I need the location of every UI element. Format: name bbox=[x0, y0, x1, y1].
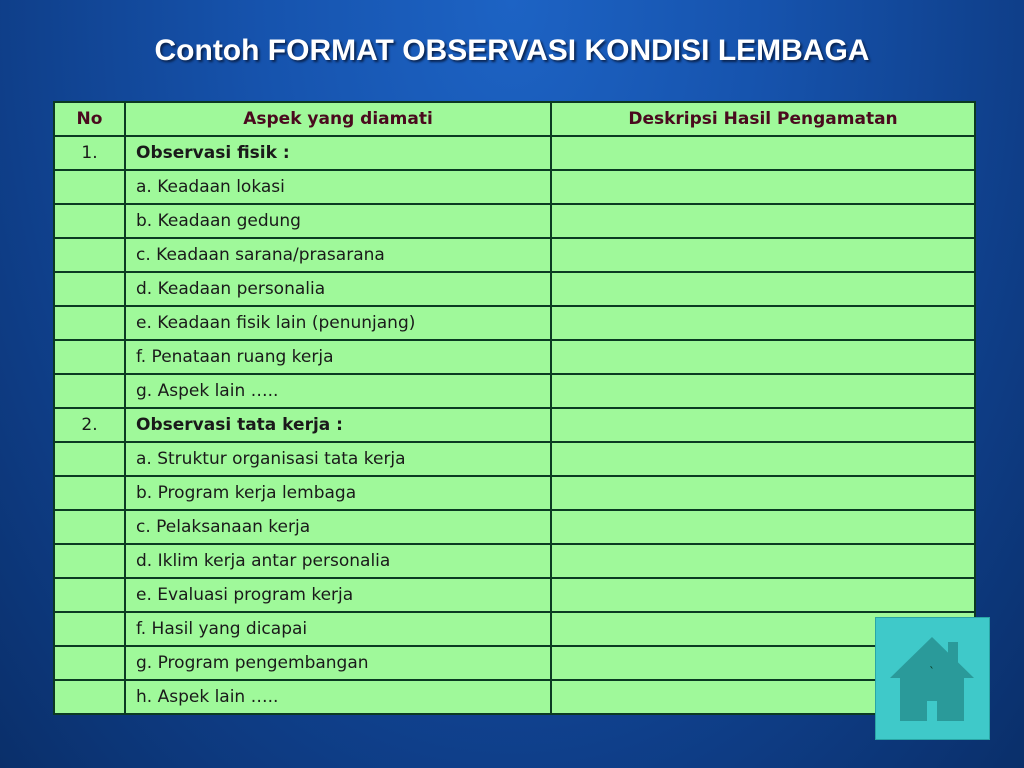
description-cell bbox=[551, 136, 975, 170]
description-cell bbox=[551, 408, 975, 442]
row-number bbox=[54, 612, 125, 646]
row-number bbox=[54, 646, 125, 680]
description-cell bbox=[551, 238, 975, 272]
aspect-item: e. Evaluasi program kerja bbox=[125, 578, 551, 612]
row-number bbox=[54, 578, 125, 612]
section-heading: Observasi tata kerja : bbox=[125, 408, 551, 442]
row-number bbox=[54, 170, 125, 204]
table-row bbox=[54, 340, 975, 374]
aspect-item: a. Struktur organisasi tata kerja bbox=[125, 442, 551, 476]
row-number bbox=[54, 374, 125, 408]
row-number bbox=[54, 272, 125, 306]
row-number bbox=[54, 680, 125, 714]
description-cell bbox=[551, 578, 975, 612]
description-cell bbox=[551, 204, 975, 238]
table-row bbox=[54, 204, 975, 238]
aspect-item: f. Hasil yang dicapai bbox=[125, 612, 551, 646]
aspect-item: e. Keadaan fisik lain (penunjang) bbox=[125, 306, 551, 340]
description-cell bbox=[551, 170, 975, 204]
description-cell bbox=[551, 544, 975, 578]
row-number bbox=[54, 544, 125, 578]
table-row bbox=[54, 272, 975, 306]
table-row bbox=[54, 612, 975, 646]
description-cell bbox=[551, 340, 975, 374]
home-icon-mark: ` bbox=[929, 665, 935, 679]
table-row bbox=[54, 442, 975, 476]
table-row bbox=[54, 238, 975, 272]
row-number bbox=[54, 510, 125, 544]
row-number bbox=[54, 476, 125, 510]
section-heading: Observasi fisik : bbox=[125, 136, 551, 170]
aspect-item: b. Program kerja lembaga bbox=[125, 476, 551, 510]
home-button[interactable] bbox=[875, 617, 990, 740]
row-number bbox=[54, 340, 125, 374]
aspect-item: c. Keadaan sarana/prasarana bbox=[125, 238, 551, 272]
description-cell bbox=[551, 374, 975, 408]
aspect-item: b. Keadaan gedung bbox=[125, 204, 551, 238]
table-row bbox=[54, 306, 975, 340]
row-number bbox=[54, 238, 125, 272]
description-cell bbox=[551, 306, 975, 340]
column-header-no: No bbox=[54, 102, 125, 136]
aspect-item: g. Program pengembangan bbox=[125, 646, 551, 680]
aspect-item: d. Keadaan personalia bbox=[125, 272, 551, 306]
row-number bbox=[54, 204, 125, 238]
table-row bbox=[54, 408, 975, 442]
table-row bbox=[54, 374, 975, 408]
table-body bbox=[54, 136, 975, 714]
column-header-deskripsi: Deskripsi Hasil Pengamatan bbox=[551, 102, 975, 136]
home-icon bbox=[876, 618, 989, 739]
observation-table bbox=[53, 101, 976, 715]
row-number bbox=[54, 306, 125, 340]
aspect-item: h. Aspek lain ….. bbox=[125, 680, 551, 714]
table-row bbox=[54, 510, 975, 544]
aspect-item: g. Aspek lain ….. bbox=[125, 374, 551, 408]
table-row bbox=[54, 170, 975, 204]
table-row bbox=[54, 646, 975, 680]
row-number: 1. bbox=[54, 136, 125, 170]
row-number: 2. bbox=[54, 408, 125, 442]
table-row bbox=[54, 136, 975, 170]
slide-title: Contoh FORMAT OBSERVASI KONDISI LEMBAGA bbox=[154, 34, 870, 67]
table-row bbox=[54, 578, 975, 612]
table-row bbox=[54, 544, 975, 578]
aspect-item: d. Iklim kerja antar personalia bbox=[125, 544, 551, 578]
description-cell bbox=[551, 476, 975, 510]
description-cell bbox=[551, 442, 975, 476]
row-number bbox=[54, 442, 125, 476]
aspect-item: f. Penataan ruang kerja bbox=[125, 340, 551, 374]
table-header-row bbox=[54, 102, 975, 136]
aspect-item: a. Keadaan lokasi bbox=[125, 170, 551, 204]
aspect-item: c. Pelaksanaan kerja bbox=[125, 510, 551, 544]
table-row bbox=[54, 680, 975, 714]
table-row bbox=[54, 476, 975, 510]
column-header-aspek: Aspek yang diamati bbox=[125, 102, 551, 136]
description-cell bbox=[551, 272, 975, 306]
description-cell bbox=[551, 510, 975, 544]
